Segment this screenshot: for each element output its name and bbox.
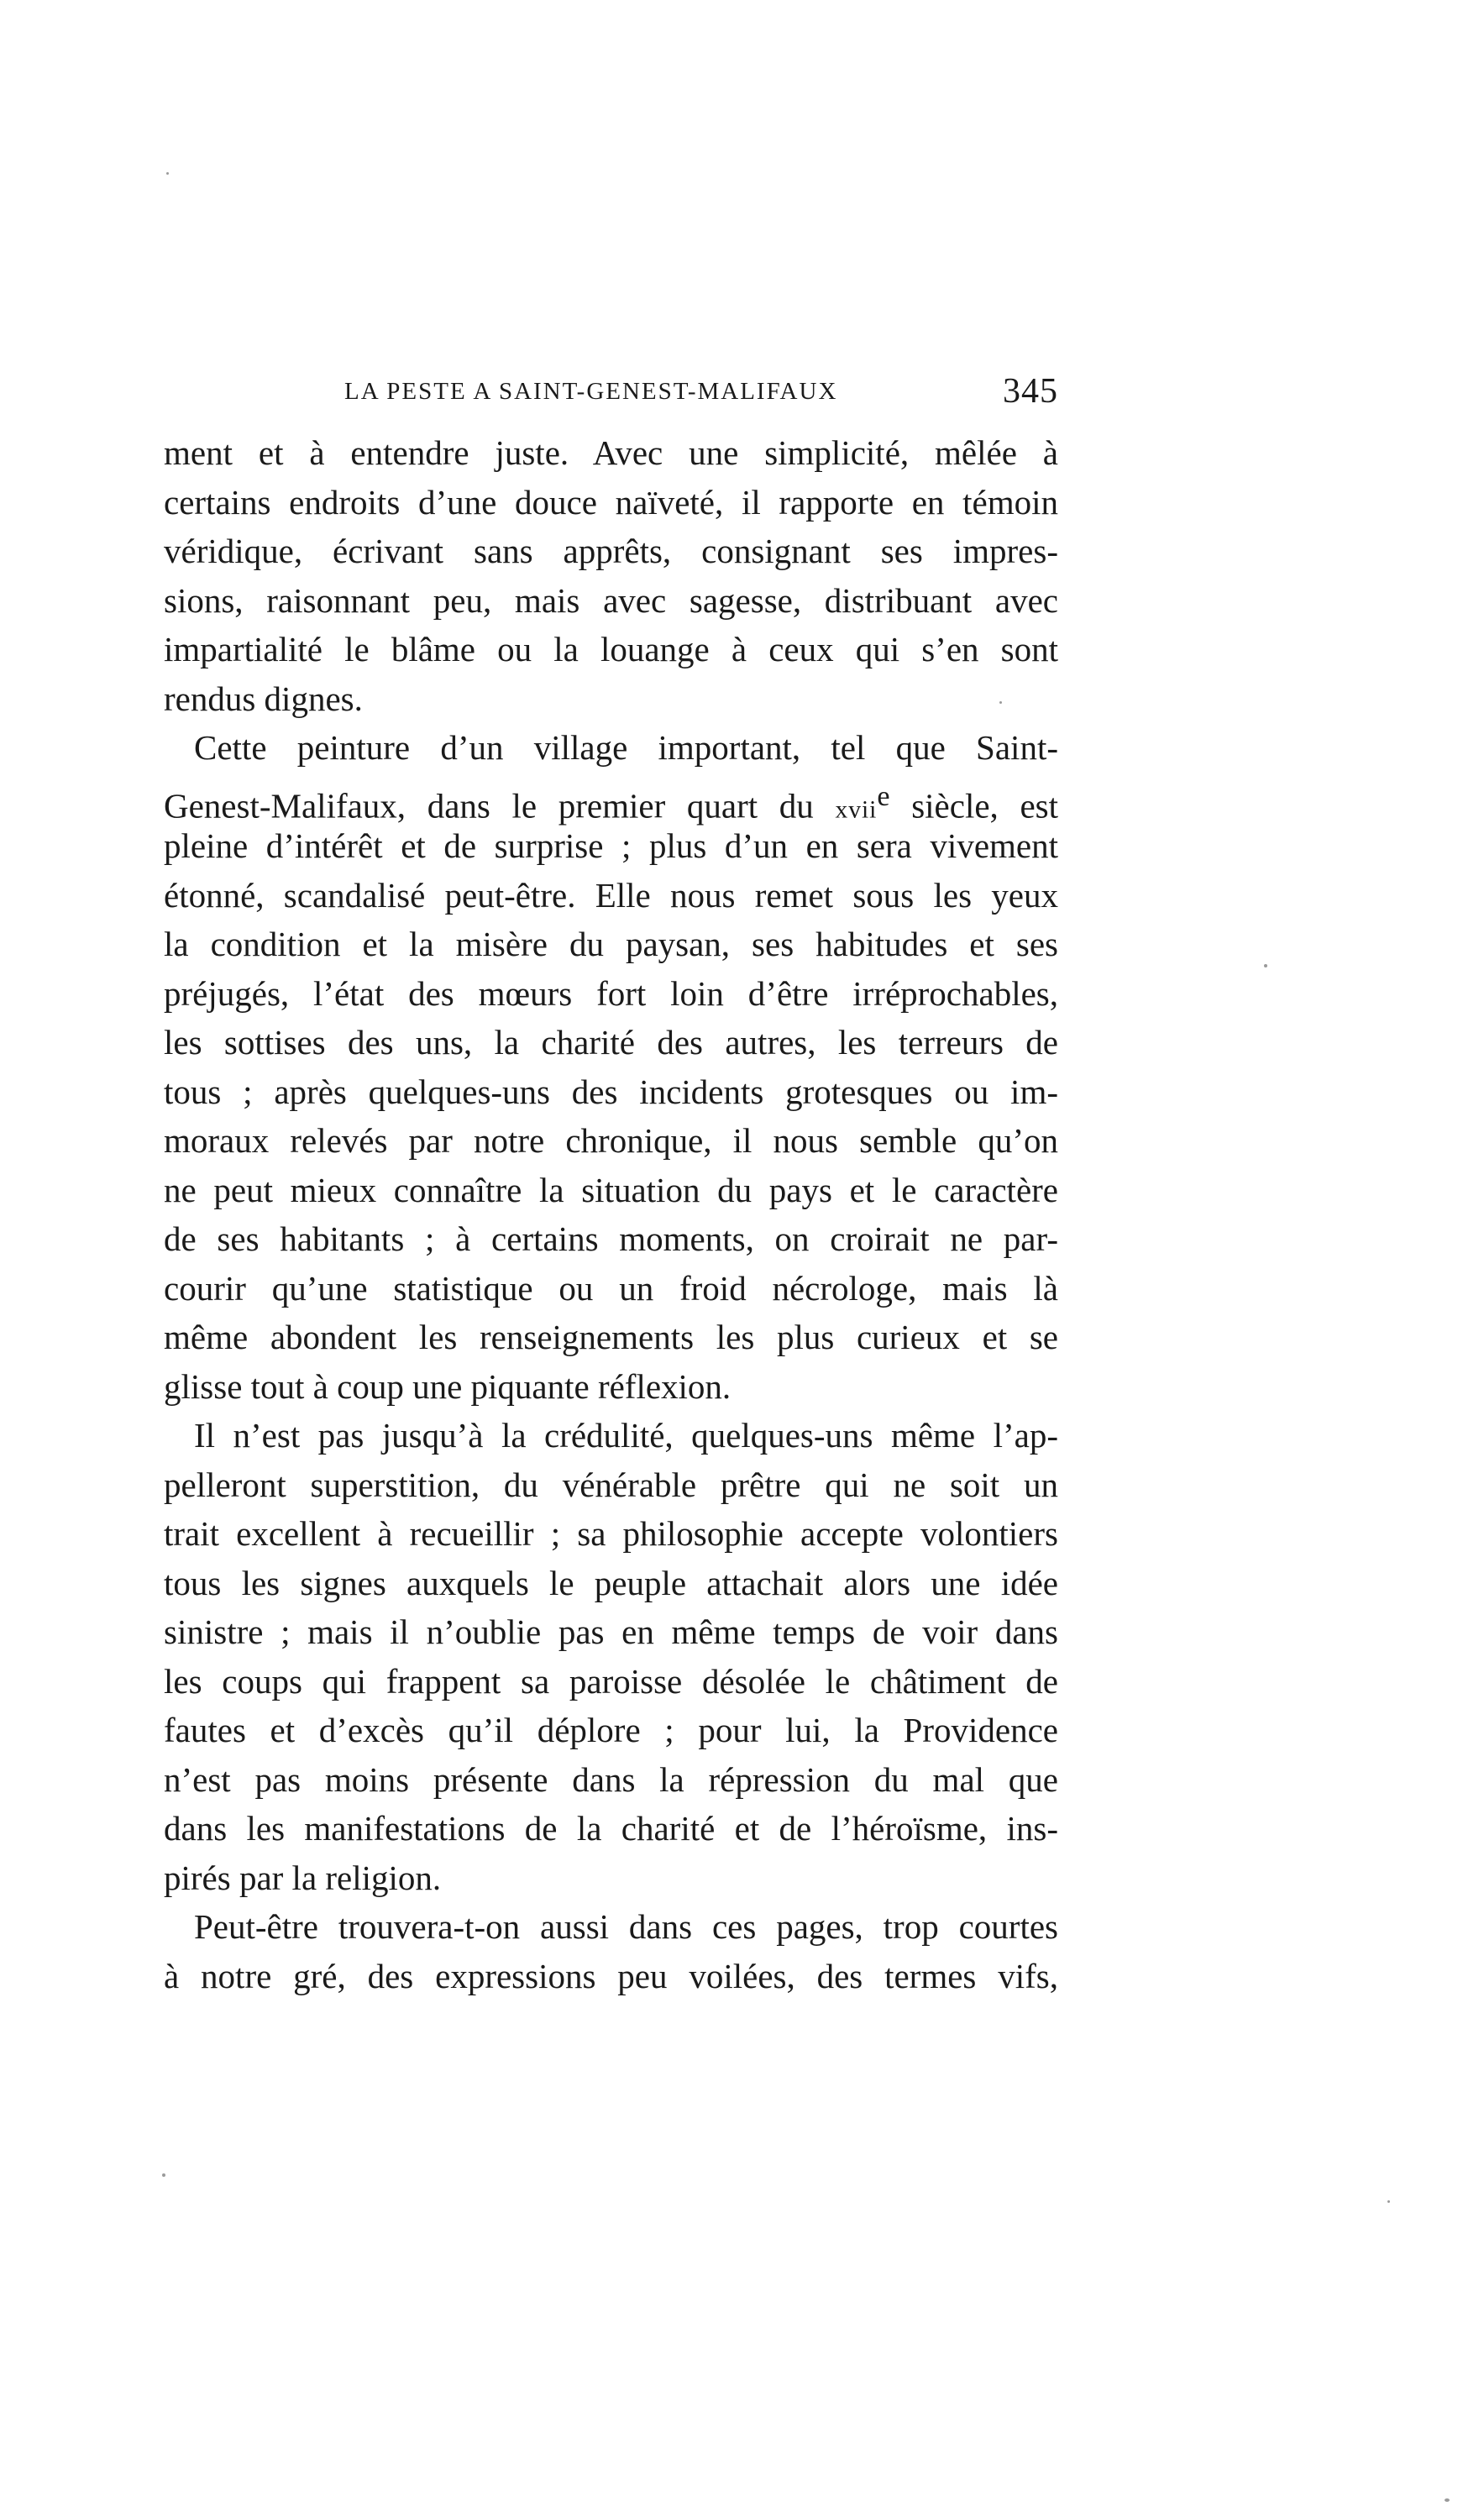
body-text — [164, 428, 1058, 2000]
scan-speck — [1445, 2498, 1450, 2502]
text-line: les sottises des uns, la charité des autres, les terreurs de — [164, 1023, 1058, 1062]
text-line: Cette peinture d’un village important, tel que Saint- — [194, 728, 1058, 767]
text-line: certains endroits d’une douce naïveté, il rapporte en témoin — [164, 482, 1058, 522]
text-line: préjugés, l’état des mœurs fort loin d’être irréprochables, — [164, 973, 1058, 1013]
text-line: sinistre ; mais il n’oublie pas en même temps de voir dans — [164, 1612, 1058, 1651]
text-line-century — [164, 773, 1058, 826]
text-line: n’est pas moins présente dans la répression du mal que — [164, 1759, 1058, 1799]
text-line-start: Genest-Malifaux, dans le premier quart du — [164, 786, 814, 826]
text-line: pirés par la religion. — [164, 1858, 442, 1897]
text-line: véridique, écrivant sans apprêts, consignant ses impres- — [164, 532, 1058, 570]
text-line: ne peut mieux connaître la situation du pays et le caractère — [164, 1170, 1058, 1209]
text-line: la condition et la misère du paysan, ses habitudes et ses — [164, 925, 1058, 963]
running-title: LA PESTE A SAINT-GENEST-MALIFAUX — [344, 378, 838, 405]
text-line: rendus dignes. — [164, 679, 363, 718]
text-line-end: siècle, est — [911, 786, 1058, 826]
page-number: 345 — [1003, 372, 1058, 411]
scan-speck — [166, 172, 169, 175]
text-line: Peut-être trouvera-t-on aussi dans ces pages, trop courtes — [194, 1907, 1058, 1946]
text-line: étonné, scandalisé peut-être. Elle nous remet sous les yeux — [164, 875, 1058, 915]
text-line: impartialité le blâme ou la louange à ceux qui s’en sont — [164, 630, 1058, 668]
century-numeral: xvii — [835, 796, 878, 824]
text-line: tous ; après quelques-uns des incidents grotesques ou im- — [164, 1072, 1058, 1111]
text-line: dans les manifestations de la charité et de l’héroïsme, ins- — [164, 1809, 1058, 1848]
text-line: glisse tout à coup une piquante réflexion. — [164, 1366, 732, 1406]
text-line: courir qu’une statistique ou un froid nécrologe, mais là — [164, 1268, 1058, 1308]
text-line: tous les signes auxquels le peuple attachait alors une idée — [164, 1563, 1058, 1602]
text-line: même abondent les renseignements les plus curieux et se — [164, 1318, 1058, 1356]
scan-speck — [999, 701, 1002, 704]
paragraph-2 — [164, 723, 1058, 1411]
text-line: ment et à entendre juste. Avec une simplicité, mêlée à — [164, 433, 1058, 472]
paragraph-3 — [164, 1411, 1058, 1902]
text-line: pelleront superstition, du vénérable prêtre qui ne soit un — [164, 1465, 1058, 1504]
scan-speck — [162, 2173, 165, 2177]
paragraph-1 — [164, 428, 1058, 723]
scan-speck — [1264, 964, 1267, 967]
text-line: de ses habitants ; à certains moments, on croirait ne par- — [164, 1219, 1058, 1258]
text-line: Il n’est pas jusqu’à la crédulité, quelques-uns même l’ap- — [194, 1416, 1058, 1455]
text-line: moraux relevés par notre chronique, il nous semble qu’on — [164, 1121, 1058, 1160]
text-line: pleine d’intérêt et de surprise ; plus d’un en sera vivement — [164, 826, 1058, 865]
text-line: les coups qui frappent sa paroisse désolée le châtiment de — [164, 1661, 1058, 1701]
century-superscript: e — [877, 780, 890, 812]
text-line: à notre gré, des expressions peu voilées, des termes vifs, — [164, 1956, 1058, 1995]
page-header — [164, 371, 1058, 430]
text-line: sions, raisonnant peu, mais avec sagesse, distribuant avec — [164, 580, 1058, 620]
text-line: fautes et d’excès qu’il déplore ; pour lui, la Providence — [164, 1711, 1058, 1749]
text-line: trait excellent à recueillir ; sa philosophie accepte volontiers — [164, 1514, 1058, 1553]
paragraph-4 — [164, 1902, 1058, 2000]
scan-speck — [1387, 2200, 1390, 2203]
